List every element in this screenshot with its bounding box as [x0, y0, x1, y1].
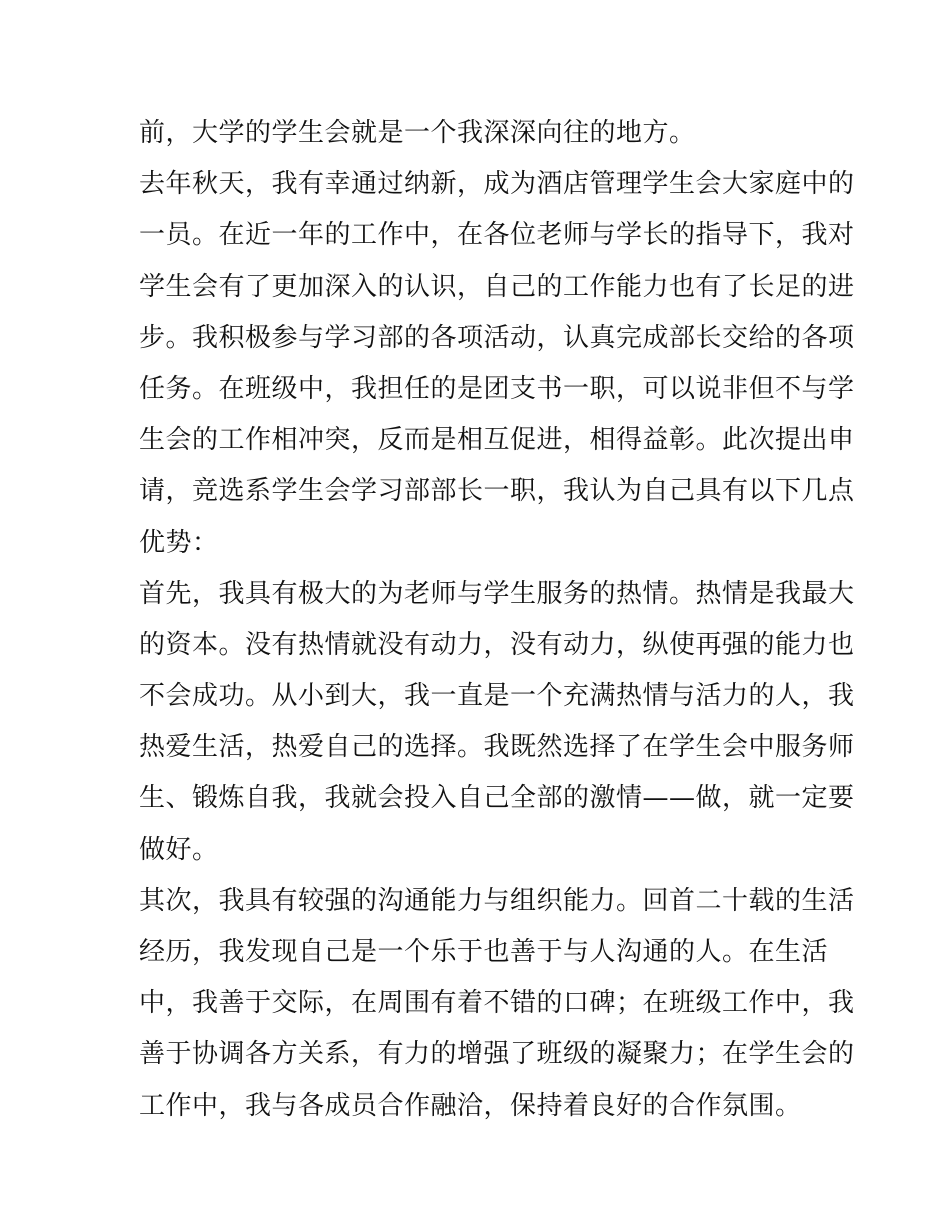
text-line: 任务。在班级中，我担任的是团支书一职，可以说非但不与学: [139, 373, 855, 404]
text-line: 首先，我具有极大的为老师与学生服务的热情。热情是我最大: [139, 578, 855, 609]
body-text: [139, 108, 855, 1132]
text-line: 生、锻炼自我，我就会投入自己全部的激情——做，就一定要: [139, 783, 855, 814]
text-line: 去年秋天，我有幸通过纳新，成为酒店管理学生会大家庭中的: [139, 169, 855, 200]
text-line: 中，我善于交际，在周围有着不错的口碑；在班级工作中，我: [139, 988, 855, 1019]
text-line: 生会的工作相冲突，反而是相互促进，相得益彰。此次提出申: [139, 425, 855, 456]
text-line: 不会成功。从小到大，我一直是一个充满热情与活力的人，我: [139, 681, 855, 712]
text-line: 优势：: [139, 527, 219, 558]
text-line: 的资本。没有热情就没有动力，没有动力，纵使再强的能力也: [139, 629, 855, 660]
text-line: 做好。: [139, 834, 219, 865]
text-line: 其次，我具有较强的沟通能力与组织能力。回首二十载的生活: [139, 885, 855, 916]
text-line: 热爱生活，热爱自己的选择。我既然选择了在学生会中服务师: [139, 732, 855, 763]
text-line: 学生会有了更加深入的认识，自己的工作能力也有了长足的进: [139, 271, 855, 302]
text-line: 一员。在近一年的工作中，在各位老师与学长的指导下，我对: [139, 220, 855, 251]
text-line: 请，竞选系学生会学习部部长一职，我认为自己具有以下几点: [139, 476, 855, 507]
text-line: 经历，我发现自己是一个乐于也善于与人沟通的人。在生活: [139, 937, 829, 967]
text-line: 前，大学的学生会就是一个我深深向往的地方。: [139, 118, 696, 148]
text-line: 步。我积极参与学习部的各项活动，认真完成部长交给的各项: [139, 322, 855, 353]
text-line: 工作中，我与各成员合作融洽，保持着良好的合作氛围。: [139, 1090, 802, 1121]
text-line: 善于协调各方关系，有力的增强了班级的凝聚力；在学生会的: [139, 1039, 855, 1070]
